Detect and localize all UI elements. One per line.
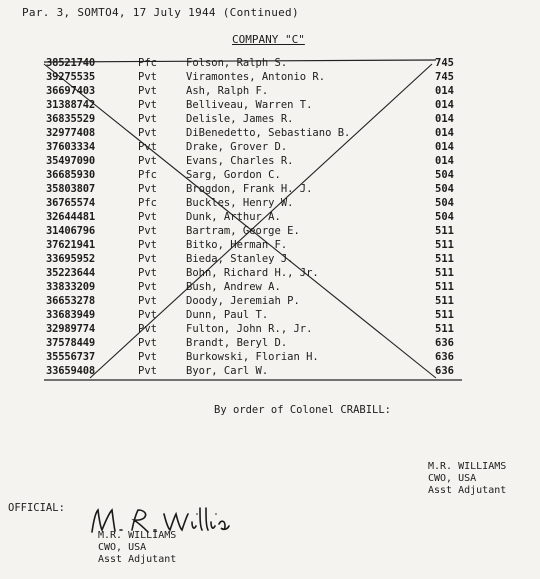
- serial-number: 31406796: [46, 225, 95, 237]
- grade: Pvt: [138, 113, 157, 125]
- soldier-name: Brandt, Beryl D.: [186, 337, 288, 349]
- roster-row: [46, 196, 458, 210]
- mos-code: 511: [435, 309, 454, 321]
- serial-number: 36685930: [46, 169, 95, 181]
- mos-code: 511: [435, 225, 454, 237]
- soldier-name: Fulton, John R., Jr.: [186, 323, 313, 335]
- soldier-name: DiBenedetto, Sebastiano B.: [186, 127, 351, 139]
- mos-code: 511: [435, 281, 454, 293]
- grade: Pvt: [138, 127, 157, 139]
- mos-code: 745: [435, 57, 454, 69]
- mos-code: 511: [435, 267, 454, 279]
- soldier-name: Ash, Ralph F.: [186, 85, 269, 97]
- soldier-name: Byor, Carl W.: [186, 365, 269, 377]
- serial-number: 35556737: [46, 351, 95, 363]
- grade: Pvt: [138, 253, 157, 265]
- roster-row: [46, 350, 458, 364]
- grade: Pvt: [138, 183, 157, 195]
- official-signer-name: M.R. WILLIAMS: [98, 530, 177, 541]
- mos-code: 014: [435, 113, 454, 125]
- roster-row: [46, 210, 458, 224]
- soldier-name: Bitko, Herman F.: [186, 239, 288, 251]
- roster-row: [46, 126, 458, 140]
- signer-rank: CWO, USA: [428, 473, 477, 484]
- mos-code: 014: [435, 127, 454, 139]
- soldier-name: Brogdon, Frank H. J.: [186, 183, 313, 195]
- roster-row: [46, 154, 458, 168]
- serial-number: 37578449: [46, 337, 95, 349]
- grade: Pvt: [138, 211, 157, 223]
- signature-block-right: [428, 461, 506, 497]
- roster-row: [46, 238, 458, 252]
- serial-number: 37603334: [46, 141, 95, 153]
- serial-number: 35803807: [46, 183, 95, 195]
- roster-row: [46, 364, 458, 378]
- mos-code: 636: [435, 365, 454, 377]
- soldier-name: Folson, Ralph S.: [186, 57, 288, 69]
- roster-row: [46, 252, 458, 266]
- official-signer-title: Asst Adjutant: [98, 554, 177, 565]
- signer-name: M.R. WILLIAMS: [428, 461, 507, 472]
- soldier-name: Dunk, Arthur A.: [186, 211, 281, 223]
- mos-code: 511: [435, 323, 454, 335]
- roster-row: [46, 182, 458, 196]
- serial-number: 35497090: [46, 155, 95, 167]
- soldier-name: Bartram, George E.: [186, 225, 300, 237]
- mos-code: 014: [435, 141, 454, 153]
- grade: Pvt: [138, 351, 157, 363]
- grade: Pfc: [138, 169, 157, 181]
- grade: Pvt: [138, 99, 157, 111]
- roster-table: [46, 56, 458, 378]
- serial-number: 31388742: [46, 99, 95, 111]
- roster-row: [46, 322, 458, 336]
- mos-code: 511: [435, 253, 454, 265]
- grade: Pvt: [138, 337, 157, 349]
- roster-row: [46, 112, 458, 126]
- company-title: COMPANY "C": [232, 33, 305, 46]
- mos-code: 014: [435, 99, 454, 111]
- grade: Pvt: [138, 155, 157, 167]
- serial-number: 39275535: [46, 71, 95, 83]
- grade: Pvt: [138, 267, 157, 279]
- roster-row: [46, 308, 458, 322]
- roster-row: [46, 280, 458, 294]
- soldier-name: Burkowski, Florian H.: [186, 351, 319, 363]
- soldier-name: Drake, Grover D.: [186, 141, 288, 153]
- grade: Pvt: [138, 141, 157, 153]
- grade: Pvt: [138, 365, 157, 377]
- grade: Pfc: [138, 57, 157, 69]
- page-header: Par. 3, SOMTO4, 17 July 1944 (Continued): [22, 6, 299, 19]
- serial-number: 36697403: [46, 85, 95, 97]
- serial-number: 33833209: [46, 281, 95, 293]
- soldier-name: Dunn, Paul T.: [186, 309, 269, 321]
- soldier-name: Delisle, James R.: [186, 113, 294, 125]
- roster-row: [46, 336, 458, 350]
- serial-number: 38521740: [46, 57, 95, 69]
- roster-row: [46, 140, 458, 154]
- grade: Pvt: [138, 309, 157, 321]
- serial-number: 32989774: [46, 323, 95, 335]
- soldier-name: Belliveau, Warren T.: [186, 99, 313, 111]
- roster-row: [46, 70, 458, 84]
- grade: Pvt: [138, 85, 157, 97]
- roster-row: [46, 84, 458, 98]
- grade: Pvt: [138, 323, 157, 335]
- roster-row: [46, 224, 458, 238]
- mos-code: 504: [435, 197, 454, 209]
- mos-code: 636: [435, 351, 454, 363]
- serial-number: 33659408: [46, 365, 95, 377]
- roster-row: [46, 56, 458, 70]
- mos-code: 511: [435, 295, 454, 307]
- serial-number: 33683949: [46, 309, 95, 321]
- serial-number: 33695952: [46, 253, 95, 265]
- roster-row: [46, 294, 458, 308]
- serial-number: 32644481: [46, 211, 95, 223]
- grade: Pfc: [138, 197, 157, 209]
- grade: Pvt: [138, 225, 157, 237]
- mos-code: 014: [435, 85, 454, 97]
- grade: Pvt: [138, 295, 157, 307]
- mos-code: 504: [435, 169, 454, 181]
- grade: Pvt: [138, 281, 157, 293]
- signature-block-left: [98, 530, 176, 566]
- serial-number: 36653278: [46, 295, 95, 307]
- soldier-name: Bohn, Richard H., Jr.: [186, 267, 319, 279]
- roster-row: [46, 98, 458, 112]
- serial-number: 32977408: [46, 127, 95, 139]
- order-line: By order of Colonel CRABILL:: [214, 404, 392, 416]
- soldier-name: Sarg, Gordon C.: [186, 169, 281, 181]
- soldier-name: Buckles, Henry W.: [186, 197, 294, 209]
- official-label: OFFICIAL:: [8, 502, 65, 514]
- mos-code: 511: [435, 239, 454, 251]
- serial-number: 36765574: [46, 197, 95, 209]
- grade: Pvt: [138, 71, 157, 83]
- serial-number: 35223644: [46, 267, 95, 279]
- soldier-name: Doody, Jeremiah P.: [186, 295, 300, 307]
- soldier-name: Bush, Andrew A.: [186, 281, 281, 293]
- soldier-name: Evans, Charles R.: [186, 155, 294, 167]
- mos-code: 504: [435, 183, 454, 195]
- grade: Pvt: [138, 239, 157, 251]
- roster-row: [46, 168, 458, 182]
- official-signer-rank: CWO, USA: [98, 542, 147, 553]
- mos-code: 014: [435, 155, 454, 167]
- roster-row: [46, 266, 458, 280]
- mos-code: 636: [435, 337, 454, 349]
- serial-number: 36835529: [46, 113, 95, 125]
- soldier-name: Viramontes, Antonio R.: [186, 71, 326, 83]
- soldier-name: Bieda, Stanley J.: [186, 253, 294, 265]
- mos-code: 745: [435, 71, 454, 83]
- serial-number: 37621941: [46, 239, 95, 251]
- signer-title: Asst Adjutant: [428, 485, 507, 496]
- mos-code: 504: [435, 211, 454, 223]
